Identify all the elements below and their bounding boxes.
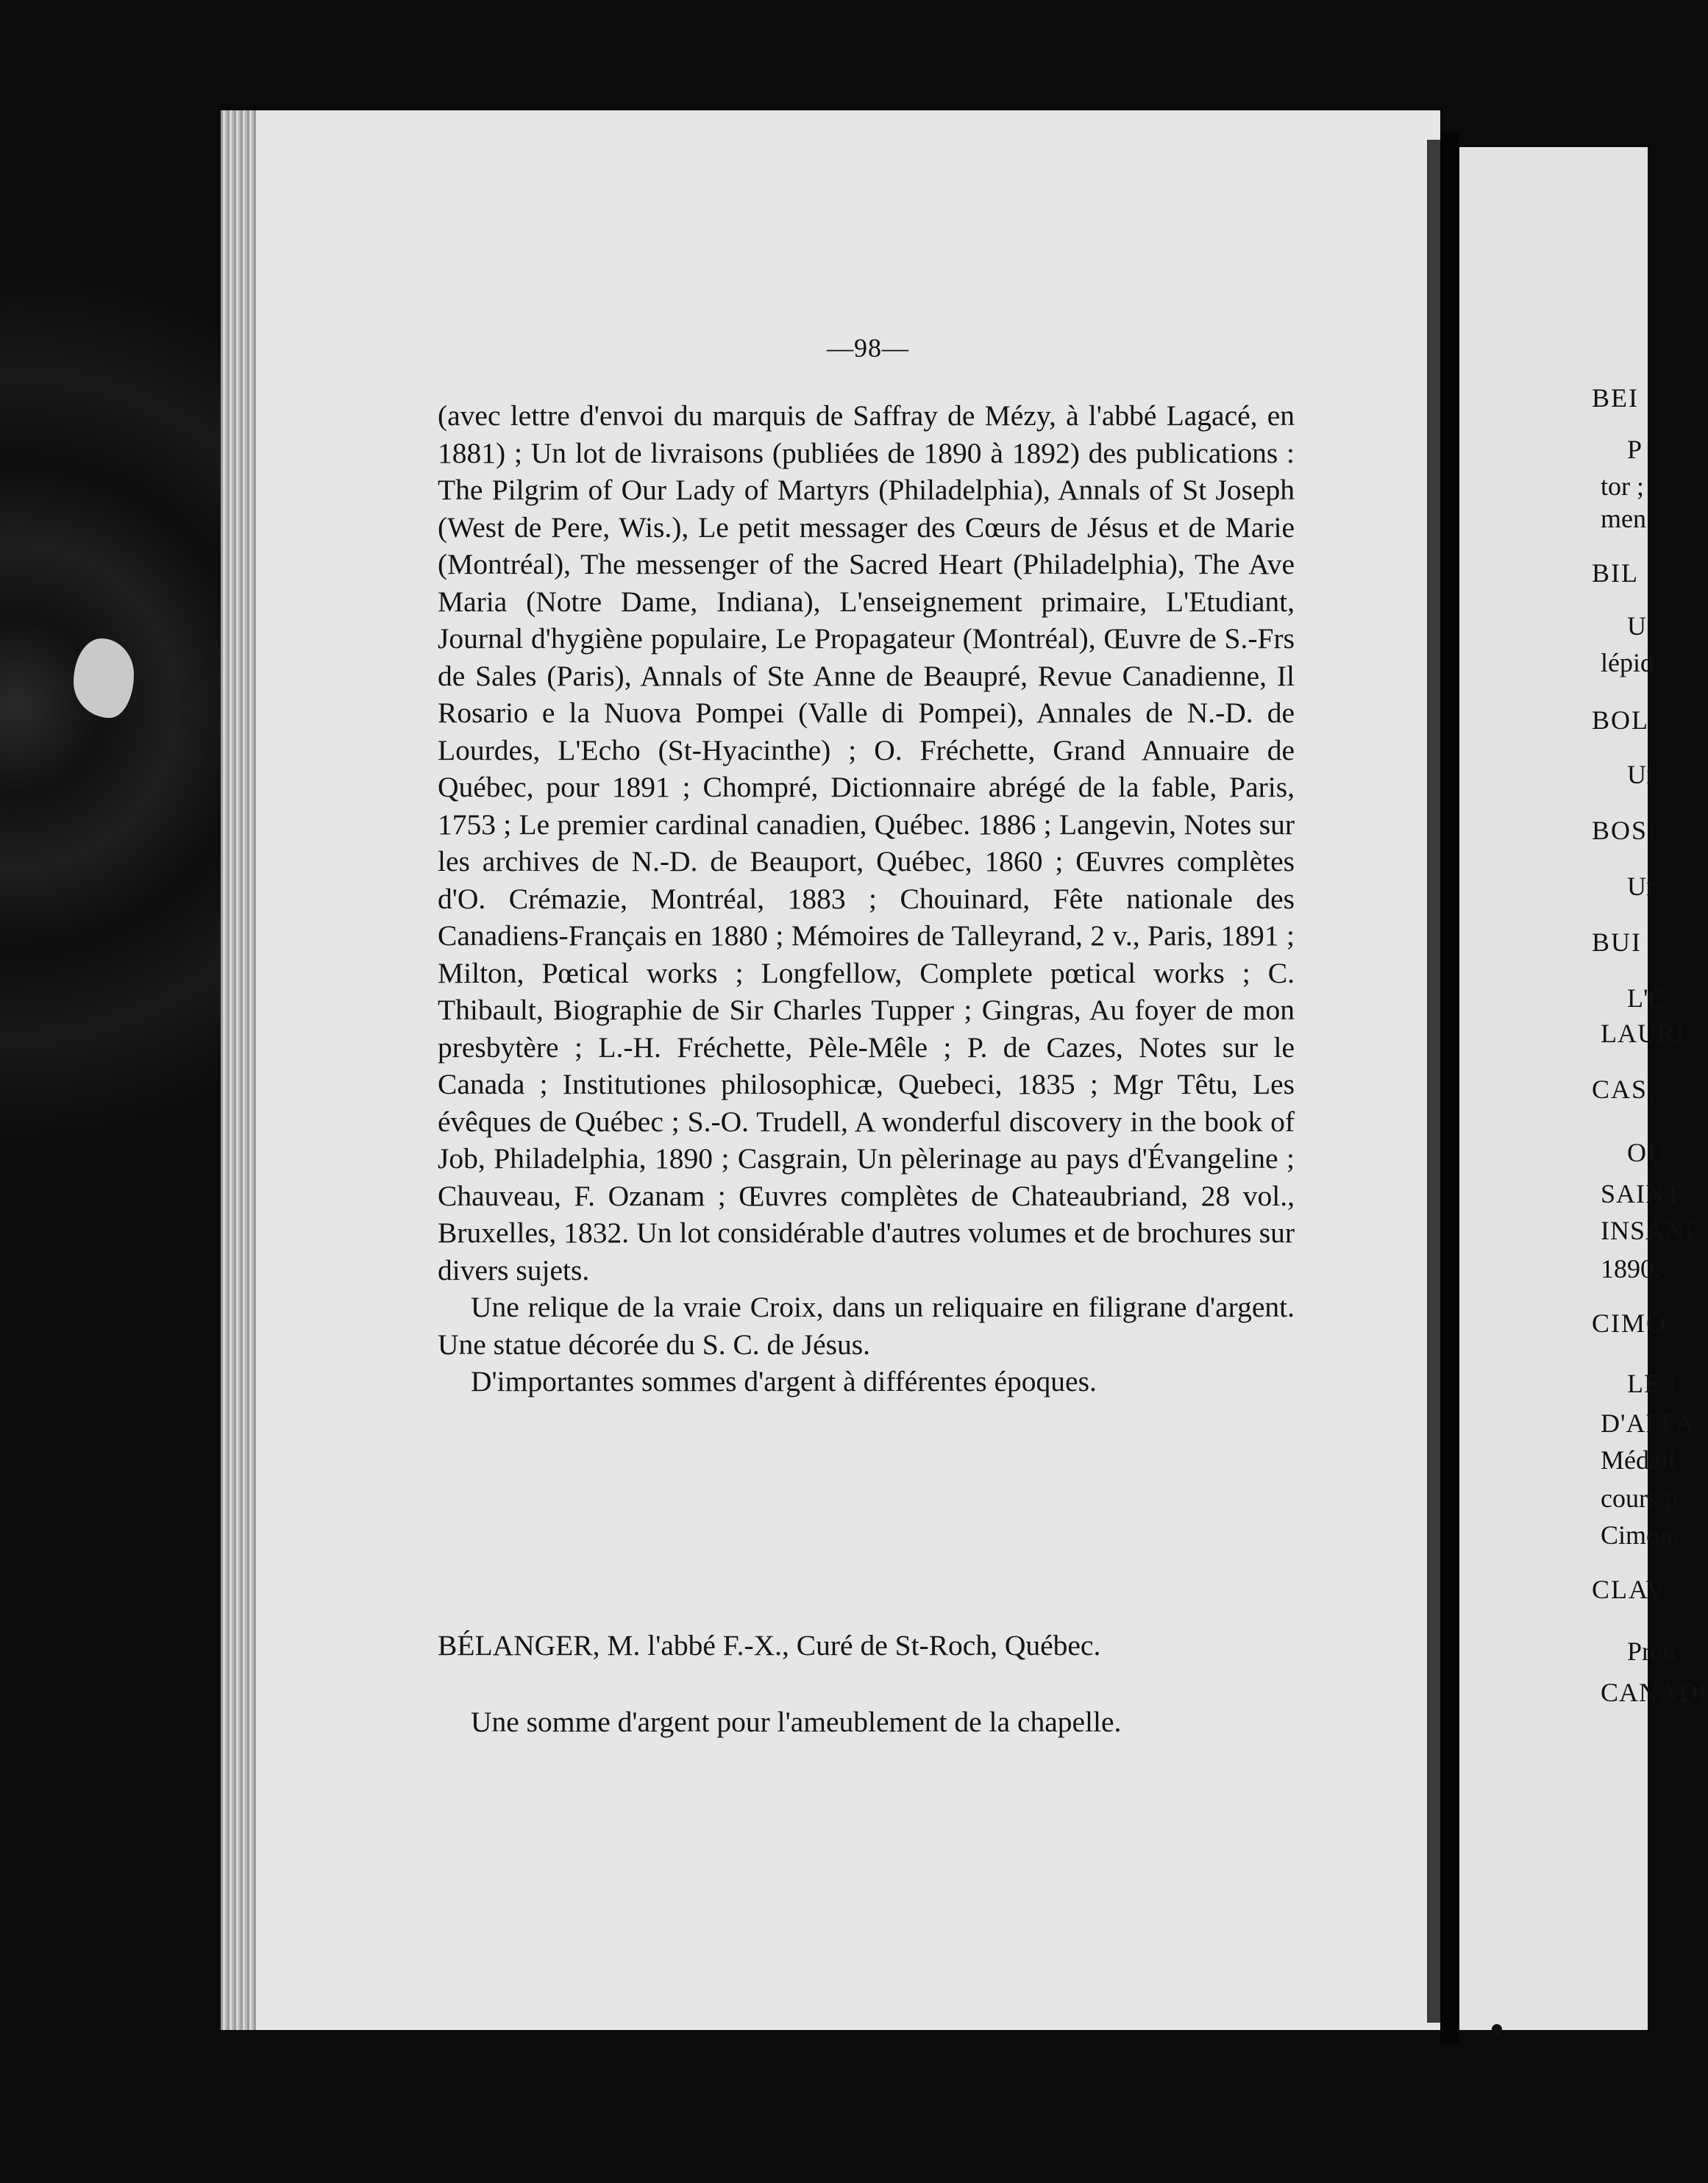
right-line: SAINT [1601,1179,1682,1208]
right-line: lépid [1601,648,1654,677]
right-line: BEI [1592,383,1639,413]
right-line: Cimon. [1601,1520,1680,1550]
right-line: men [1601,504,1646,533]
money-paragraph: D'importantes sommes d'argent à différentes époques. [471,1365,1097,1397]
right-line: BOS: [1592,816,1657,845]
page-edge-stack [221,110,256,2030]
book-binding [1440,132,1459,2045]
donation-list-paragraph: (avec lettre d'envoi du marquis de Saffray de Mézy, à l'abbé Lagacé, en 1881) ; Un lot de livraisons (publiées de 1890 à 1892) des publications : The Pilgrim of Our Lady of Martyrs (Philadelphia), Annals of St Joseph (West de Pere, Wis.), Le petit messager des Cœurs de Jésus et de Marie (Montréal), The messenger of the Sacred Heart (Philadelphia), The Ave Maria (Notre Dame, Indiana), L'enseignement primaire, L'Etudiant, Journal d'hygiène populaire, Le Propagateur (Montréal), Œuvre de S.-Frs de Sales (Paris), Annals of Ste Anne de Beaupré, Revue Canadienne, Il Rosario e la Nuova Pompei (Valle di Pompei), Annales de N.-D. de Lourdes, L'Echo (St-Hyacinthe) ; O. Fréchette, Grand Annuaire de Québec, pour 1891 ; Chompré, Dictionnaire abrégé de la fable, Paris, 1753 ; Le premier cardinal canadien, Québec. 1886 ; Langevin, Notes sur les archives de N.-D. de Beauport, Québec, 1860 ; Œuvres complètes d'O. Crémazie, Montréal, 1883 ; Chouinard, Fête nationale des Canadiens-Français en 1880 ; Mémoires de Talleyrand, 2 v., Paris, 1891 ; Milton, Pœtical works ; Longfellow, Complete pœtical works ; C. Thibault, Biographie de Sir Charles Tupper ; Gingras, Au foyer de mon presbytère ; L.-H. Fréchette, Pèle-Mêle ; P. de Cazes, Notes sur le Canada ; Institutiones philosophicæ, Quebeci, 1835 ; Mgr Têtu, Les évêques de Québec ; S.-O. Trudell, A wonderful discovery in the book of Job, Philadelphia, 1890 ; Casgrain, Un pèlerinage au pays d'Évangeline ; Chauveau, F. Ozanam ; Œuvres complètes de Chateaubriand, 28 vol., Bruxelles, 1832. Un lot considérable d'autres volumes et de brochures sur divers sujets. [438,399,1295,1286]
donor-entry-note: Une somme d'argent pour l'ameublement de la chapelle. [471,1706,1122,1738]
right-line: BOL [1592,705,1649,735]
right-line: CLAV [1592,1575,1667,1604]
right-line: CANADI [1601,1678,1708,1707]
right-line: D'AFFA [1601,1409,1695,1438]
relic-paragraph: Une relique de la vraie Croix, dans un reliquaire en filigrane d'argent. Une statue décorée du S. C. de Jésus. [438,1291,1295,1361]
right-line: Ui [1627,760,1654,789]
page-number: —98— [827,333,909,363]
right-line: LAURI [1601,1019,1685,1048]
right-line: U [1627,611,1646,641]
page-body [438,397,1295,1400]
right-line: 1890. [1601,1254,1660,1283]
scan-dot [1492,2024,1502,2034]
right-line: OU [1627,1138,1667,1167]
right-line: BIL [1592,558,1639,588]
right-line: cours p [1601,1484,1678,1513]
right-line: BUI [1592,927,1642,957]
right-line: tor ; [1601,471,1644,501]
right-line: P [1627,435,1643,464]
right-line: Pren [1627,1637,1676,1666]
right-line: INSANI [1601,1216,1695,1245]
right-page [1459,147,1708,2030]
right-line: Ur [1627,872,1655,901]
right-line: CAS. [1592,1075,1657,1104]
right-line: LE I [1627,1369,1678,1398]
right-line: Médail [1601,1445,1676,1475]
right-line: L'C [1627,983,1666,1013]
scan-artifact [74,638,134,718]
right-line: CIMO [1592,1308,1668,1338]
donor-entry-heading: BÉLANGER, M. l'abbé F.-X., Curé de St-Roch, Québec. [438,1629,1101,1662]
